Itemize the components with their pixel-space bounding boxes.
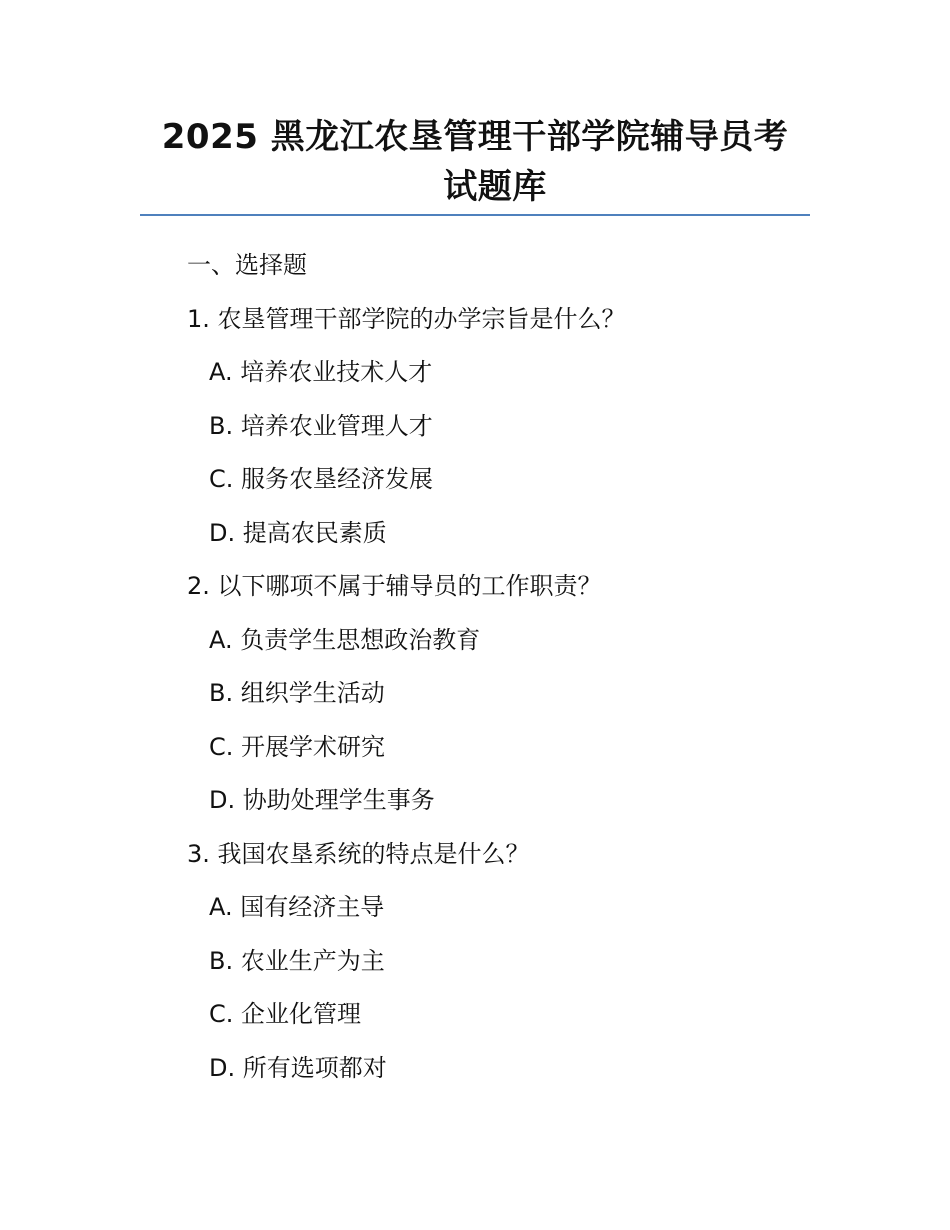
question-1-option-b: B. 培养农业管理人才	[209, 412, 433, 440]
question-1-option-c: C. 服务农垦经济发展	[209, 465, 434, 493]
question-2-option-c: C. 开展学术研究	[209, 733, 386, 761]
question-2-stem: 2. 以下哪项不属于辅导员的工作职责？	[187, 572, 602, 600]
question-3-option-d: D. 所有选项都对	[209, 1054, 387, 1082]
question-3-stem: 3. 我国农垦系统的特点是什么？	[187, 840, 530, 868]
title-divider	[140, 214, 810, 216]
document-title	[140, 112, 810, 212]
title-line-2: 试题库	[443, 167, 547, 207]
question-3-option-a: A. 国有经济主导	[209, 893, 385, 921]
question-2-option-a: A. 负责学生思想政治教育	[209, 626, 481, 654]
question-1-option-a: A. 培养农业技术人才	[209, 358, 433, 386]
title-line-1: 2025 黑龙江农垦管理干部学院辅导员考	[161, 117, 789, 157]
question-3-option-b: B. 农业生产为主	[209, 947, 385, 975]
question-2-option-b: B. 组织学生活动	[209, 679, 385, 707]
section-heading: 一、选择题	[187, 251, 307, 279]
question-2-option-d: D. 协助处理学生事务	[209, 786, 435, 814]
question-3-option-c: C. 企业化管理	[209, 1000, 362, 1028]
question-1-option-d: D. 提高农民素质	[209, 519, 387, 547]
question-1-stem: 1. 农垦管理干部学院的办学宗旨是什么？	[187, 305, 626, 333]
